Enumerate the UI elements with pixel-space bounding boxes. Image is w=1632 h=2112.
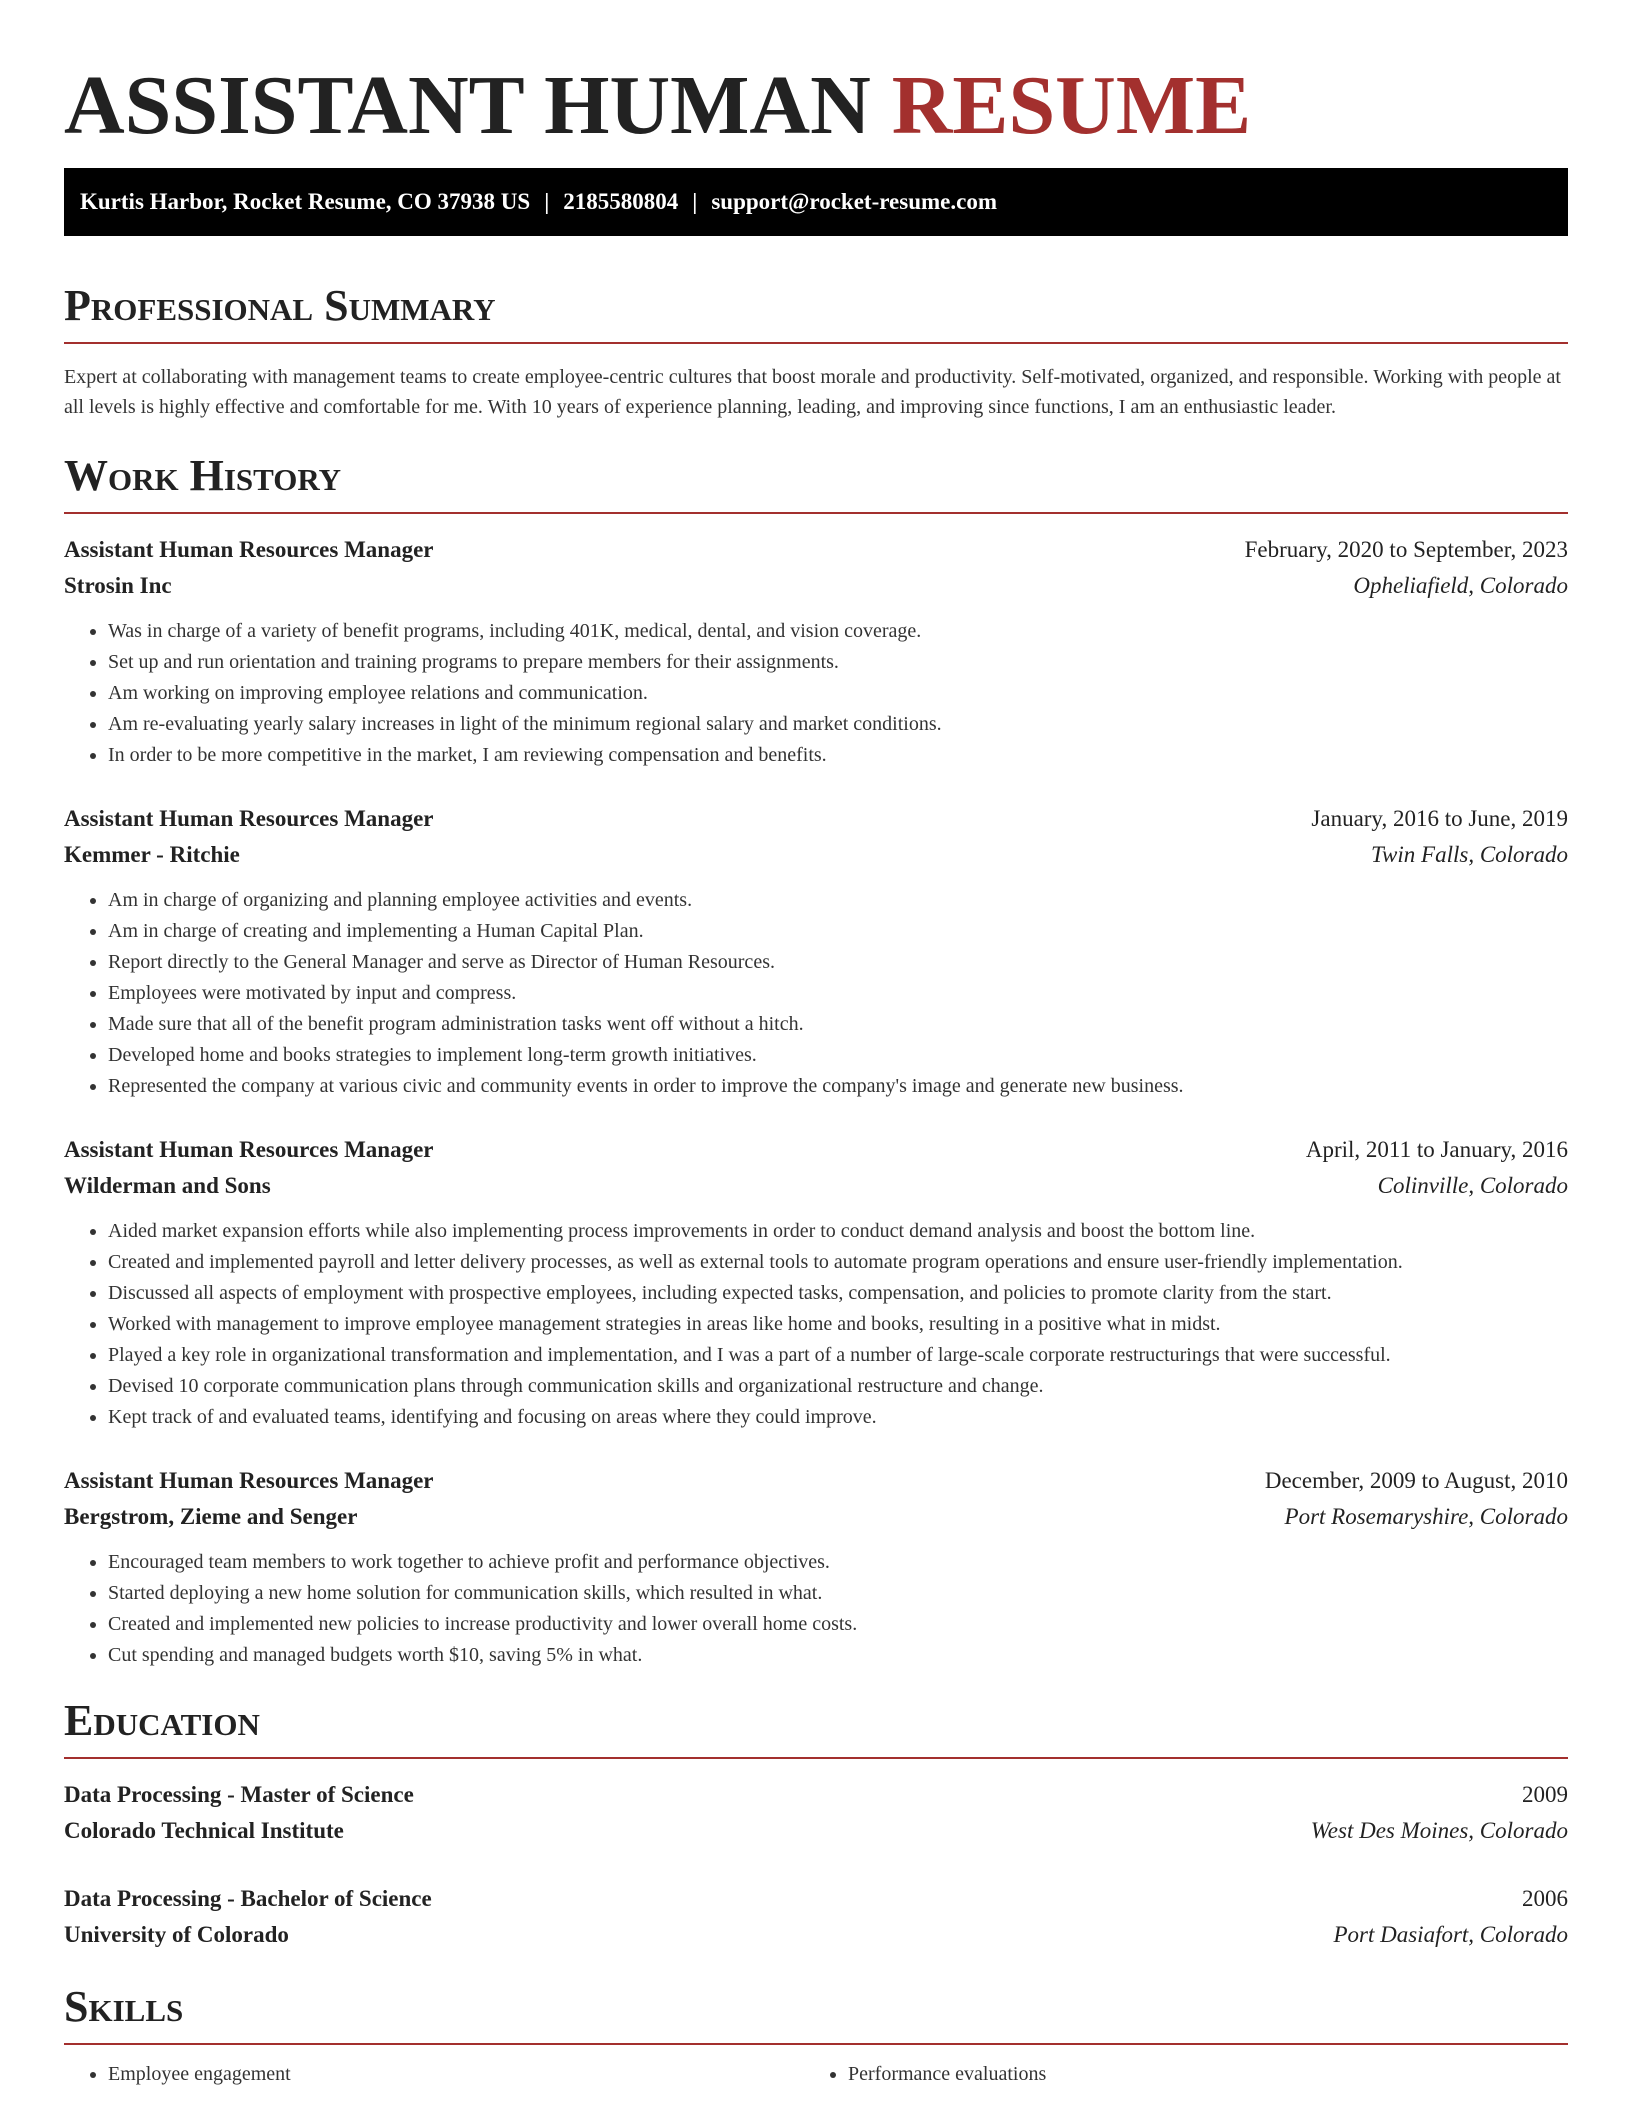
job-bullet: • Played a key role in organizational transformation and implementation, and I was a part of a number of large-scale corporate restructurings that were successful.: [108, 1340, 1568, 1371]
job-bullet: • In order to be more competitive in the market, I am reviewing compensation and benefits.: [108, 740, 1568, 771]
job-header-row: [64, 1132, 1568, 1168]
section-title-education: Education: [64, 1696, 260, 1745]
contact-separator: |: [692, 189, 698, 214]
job-bullet: • Cut spending and managed budgets worth $10, saving 5% in what.: [108, 1640, 1568, 1671]
job-bullet: • Worked with management to improve employee management strategies in areas like home and books, resulting in a positive what in midst.: [108, 1309, 1568, 1340]
skills-section: [64, 1981, 1568, 2090]
contact-phone: 2185580804: [563, 189, 679, 214]
job-bullet: • Encouraged team members to work together to achieve profit and performance objectives.: [108, 1547, 1568, 1578]
job-bullet: • Report directly to the General Manager and serve as Director of Human Resources.: [108, 947, 1568, 978]
job-bullets: [64, 885, 1568, 1102]
skills-list-right: [804, 2059, 1544, 2090]
section-title-work-history: Work History: [64, 451, 342, 500]
title-accent: RESUME: [891, 59, 1252, 152]
job-bullet: • Was in charge of a variety of benefit programs, including 401K, medical, dental, and vision coverage.: [108, 616, 1568, 647]
job-bullet: • Developed home and books strategies to implement long-term growth initiatives.: [108, 1040, 1568, 1071]
job-company-row: [64, 837, 1568, 873]
job-bullet: • Started deploying a new home solution for communication skills, which resulted in what.: [108, 1578, 1568, 1609]
education-location: Port Dasiafort, Colorado: [1333, 1922, 1568, 1947]
job-bullets: [64, 616, 1568, 771]
job-entry: [64, 801, 1568, 1102]
education-header-row: [64, 1881, 1568, 1917]
education-school: University of Colorado: [64, 1922, 289, 1947]
section-divider: [64, 342, 1568, 344]
job-company-row: [64, 568, 1568, 604]
section-divider: [64, 1757, 1568, 1759]
education-school-row: [64, 1917, 1568, 1953]
contact-address: Kurtis Harbor, Rocket Resume, CO 37938 US: [80, 189, 531, 214]
education-school: Colorado Technical Institute: [64, 1818, 344, 1843]
job-bullet: • Am working on improving employee relations and communication.: [108, 678, 1568, 709]
education-entry: [64, 1777, 1568, 1849]
section-divider: [64, 2043, 1568, 2045]
summary-text: Expert at collaborating with management teams to create employee-centric cultures that boost morale and productivity. Self-motivated, organized, and responsible. Working with people at all levels is highly effective and comfortable for me. With 10 years of experience planning, leading, and improving since functions, I am an enthusiastic leader.: [64, 366, 1561, 418]
job-company-row: [64, 1168, 1568, 1204]
work-history-section: [64, 450, 1568, 1671]
contact-bar: [64, 168, 1568, 236]
job-bullet: • Aided market expansion efforts while also implementing process improvements in order to conduct demand analysis and boost the bottom line.: [108, 1216, 1568, 1247]
job-bullet: • Represented the company at various civic and community events in order to improve the company's image and generate new business.: [108, 1071, 1568, 1102]
job-dates: December, 2009 to August, 2010: [1264, 1468, 1568, 1493]
job-bullet: • Created and implemented payroll and letter delivery processes, as well as external tools to automate program operations and ensure user-friendly implementation.: [108, 1247, 1568, 1278]
summary-section: [64, 280, 1568, 422]
education-location: West Des Moines, Colorado: [1310, 1818, 1568, 1843]
job-title: Assistant Human Resources Manager: [64, 537, 434, 562]
contact-email: support@rocket-resume.com: [711, 189, 997, 214]
job-bullet: • Am in charge of creating and implementing a Human Capital Plan.: [108, 916, 1568, 947]
education-degree: Data Processing - Bachelor of Science: [64, 1886, 432, 1911]
education-entry: [64, 1881, 1568, 1953]
job-bullet: • Am in charge of organizing and planning employee activities and events.: [108, 885, 1568, 916]
education-header-row: [64, 1777, 1568, 1813]
education-section: [64, 1695, 1568, 1953]
skills-columns: [64, 2059, 1568, 2090]
job-title: Assistant Human Resources Manager: [64, 1468, 434, 1493]
education-year: 2009: [1522, 1782, 1568, 1807]
job-location: Port Rosemaryshire, Colorado: [1284, 1504, 1568, 1529]
job-entry: [64, 532, 1568, 771]
skill-item: • Employee engagement: [108, 2059, 804, 2090]
job-title: Assistant Human Resources Manager: [64, 1137, 434, 1162]
job-company: Strosin Inc: [64, 573, 172, 598]
job-bullet: • Made sure that all of the benefit program administration tasks went off without a hitch.: [108, 1009, 1568, 1040]
job-company: Kemmer - Ritchie: [64, 842, 240, 867]
job-entry: [64, 1463, 1568, 1671]
job-entry: [64, 1132, 1568, 1433]
job-location: Twin Falls, Colorado: [1370, 842, 1568, 867]
job-header-row: [64, 801, 1568, 837]
job-dates: February, 2020 to September, 2023: [1244, 537, 1568, 562]
title-main: ASSISTANT HUMAN: [64, 59, 892, 152]
job-location: Opheliafield, Colorado: [1353, 573, 1568, 598]
job-header-row: [64, 532, 1568, 568]
education-year: 2006: [1522, 1886, 1568, 1911]
education-degree: Data Processing - Master of Science: [64, 1782, 414, 1807]
education-school-row: [64, 1813, 1568, 1849]
job-dates: April, 2011 to January, 2016: [1305, 1137, 1568, 1162]
job-bullet: • Am re-evaluating yearly salary increases in light of the minimum regional salary and market conditions.: [108, 709, 1568, 740]
job-bullet: • Discussed all aspects of employment with prospective employees, including expected tasks, compensation, and policies to promote clarity from the start.: [108, 1278, 1568, 1309]
job-bullet: • Employees were motivated by input and compress.: [108, 978, 1568, 1009]
job-bullets: [64, 1216, 1568, 1433]
skill-item: • Performance evaluations: [848, 2059, 1544, 2090]
job-bullet: • Devised 10 corporate communication plans through communication skills and organizational restructure and change.: [108, 1371, 1568, 1402]
job-location: Colinville, Colorado: [1377, 1173, 1568, 1198]
job-company: Wilderman and Sons: [64, 1173, 271, 1198]
section-title-summary: Professional Summary: [64, 281, 496, 330]
job-bullet: • Set up and run orientation and training programs to prepare members for their assignments.: [108, 647, 1568, 678]
job-bullet: • Created and implemented new policies to increase productivity and lower overall home costs.: [108, 1609, 1568, 1640]
job-company: Bergstrom, Zieme and Senger: [64, 1504, 358, 1529]
contact-separator: |: [544, 189, 550, 214]
job-company-row: [64, 1499, 1568, 1535]
job-dates: January, 2016 to June, 2019: [1311, 806, 1568, 831]
job-header-row: [64, 1463, 1568, 1499]
job-bullets: [64, 1547, 1568, 1671]
resume-title: [64, 0, 1568, 176]
section-title-skills: Skills: [64, 1982, 184, 2031]
section-divider: [64, 512, 1568, 514]
job-title: Assistant Human Resources Manager: [64, 806, 434, 831]
skills-list-left: [64, 2059, 804, 2090]
job-bullet: • Kept track of and evaluated teams, identifying and focusing on areas where they could improve.: [108, 1402, 1568, 1433]
